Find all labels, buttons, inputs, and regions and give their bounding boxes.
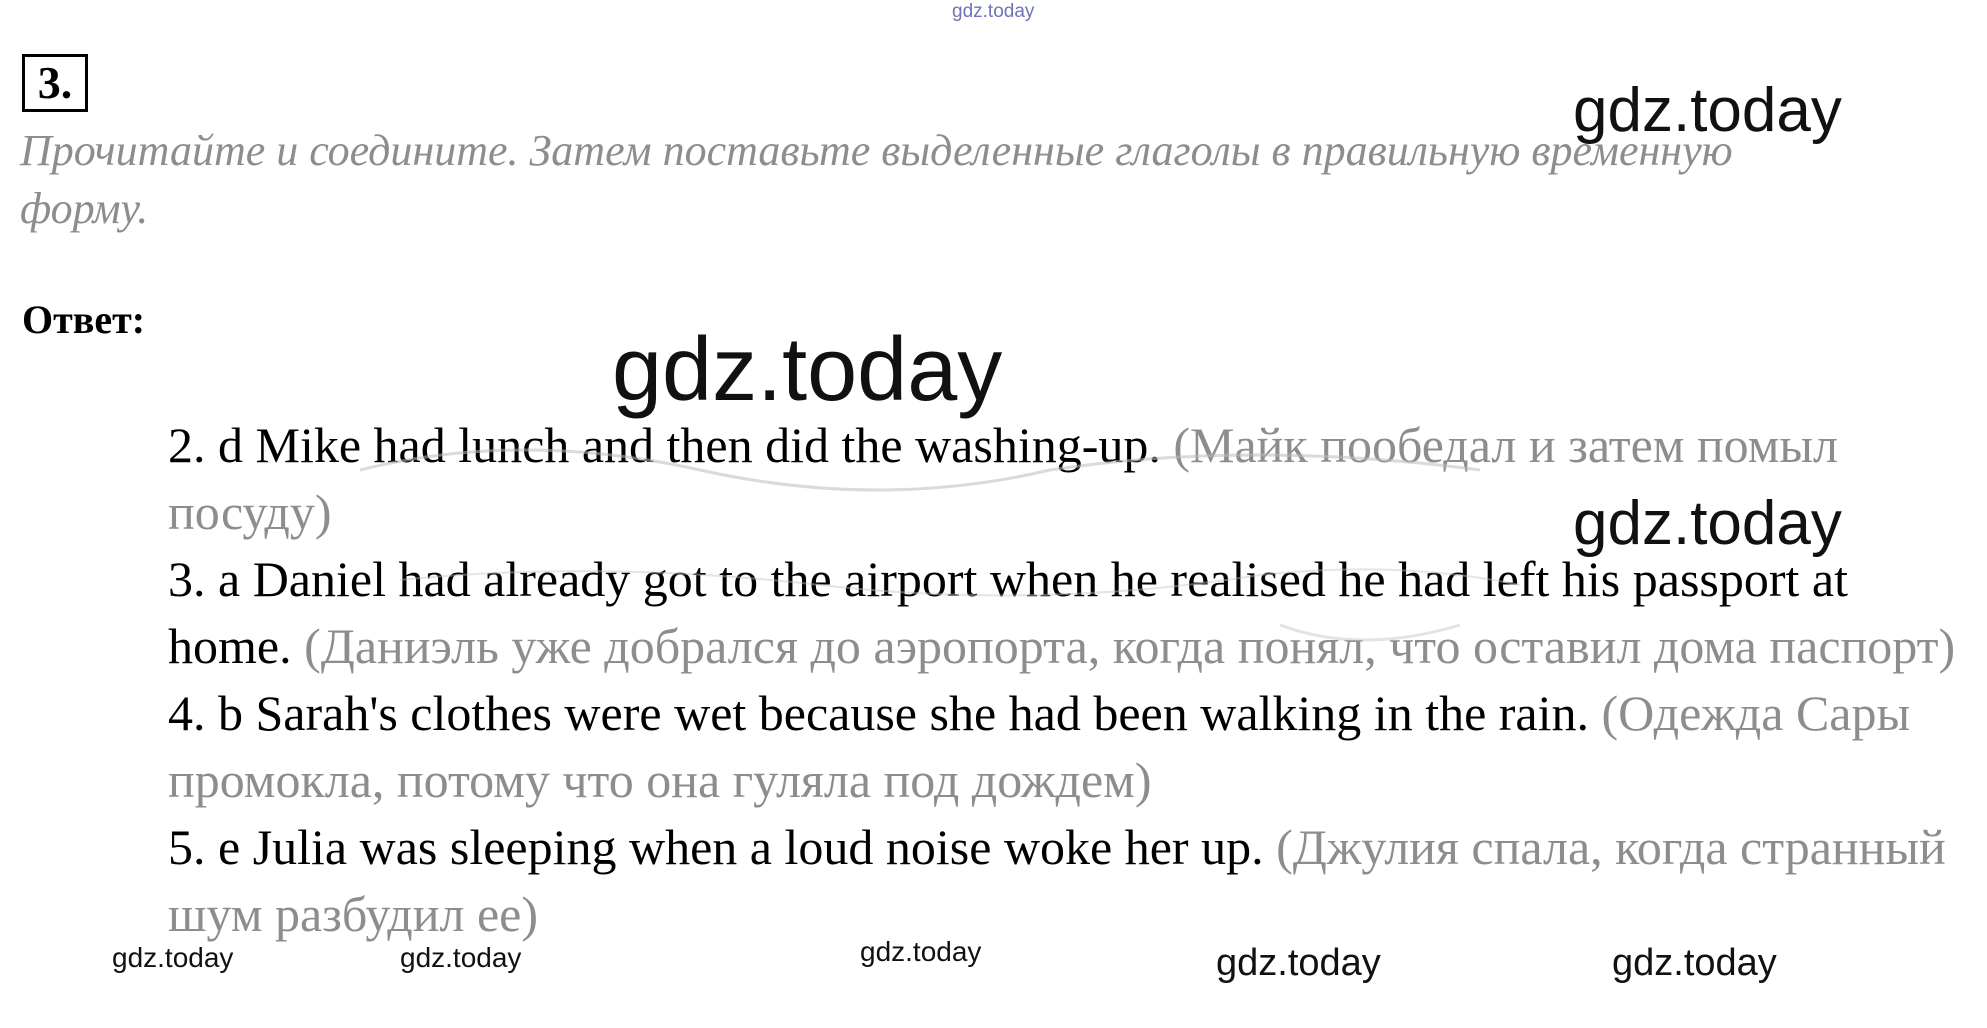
answer-russian: (Джулия спала, когда странный шум разбудил ее) xyxy=(168,819,1946,942)
watermark-bottom-4: gdz.today xyxy=(1216,942,1381,984)
task-instruction: Прочитайте и соедините. Затем поставьте выделенные глаголы в правильную временную форму. xyxy=(20,126,1733,233)
watermark-bottom-5: gdz.today xyxy=(1612,942,1777,984)
answer-english: 5. e Julia was sleeping when a loud noise woke her up. xyxy=(168,819,1264,875)
answer-russian: (Даниэль уже добрался до аэропорта, когда понял, что оставил дома паспорт) xyxy=(304,618,1956,674)
answer-label: Ответ: xyxy=(22,297,146,342)
watermark-bottom-3: gdz.today xyxy=(860,936,982,967)
answer-list xyxy=(168,412,1968,948)
watermark-right-middle: gdz.today xyxy=(1573,489,1842,558)
watermark-bottom-1: gdz.today xyxy=(112,942,234,973)
answer-english: 4. b Sarah's clothes were wet because she had been walking in the rain. xyxy=(168,685,1590,741)
answer-item xyxy=(168,546,1968,680)
answer-item xyxy=(168,412,1968,546)
task-number: 3. xyxy=(22,54,88,112)
answer-english: 3. a Daniel had already got to the airport when he realised he had left his passport at home. xyxy=(168,551,1848,674)
watermark-right-upper: gdz.today xyxy=(1573,76,1842,145)
answer-item xyxy=(168,680,1968,814)
watermark-center: gdz.today xyxy=(612,320,1003,420)
watermark-top: gdz.today xyxy=(952,1,1035,22)
answer-item xyxy=(168,814,1968,948)
answer-english: 2. d Mike had lunch and then did the washing-up. xyxy=(168,417,1161,473)
watermark-bottom-2: gdz.today xyxy=(400,942,522,973)
answer-russian: (Одежда Сары промокла, потому что она гуляла под дождем) xyxy=(168,685,1911,808)
answer-russian: (Майк пообедал и затем помыл посуду) xyxy=(168,417,1838,540)
